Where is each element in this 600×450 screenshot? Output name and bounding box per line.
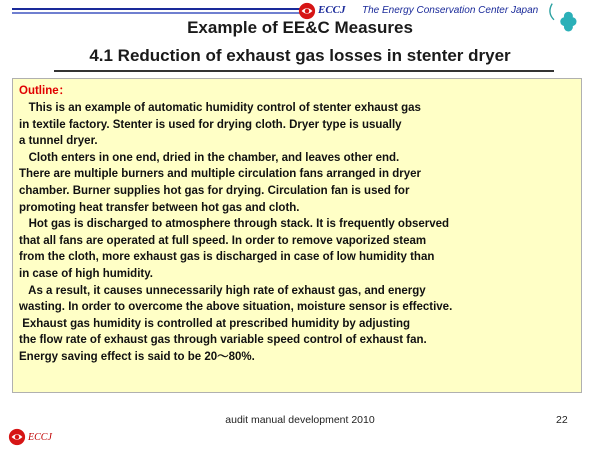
outline-line: the flow rate of exhaust gas through variable speed control of exhaust fan. bbox=[19, 334, 427, 347]
banner-line bbox=[12, 12, 312, 14]
outline-line: There are multiple burners and multiple circulation fans arranged in dryer bbox=[19, 168, 421, 181]
outline-line: Energy saving effect is said to be 20～80%. bbox=[19, 350, 255, 363]
outline-line: Cloth enters in one end, dried in the chamber, and leaves other end. bbox=[19, 151, 400, 164]
eccj-logo-icon bbox=[8, 428, 26, 446]
outline-line: promoting heat transfer between hot gas and cloth. bbox=[19, 201, 300, 214]
organization-name: The Energy Conservation Center Japan bbox=[362, 5, 539, 16]
outline-line: chamber. Burner supplies hot gas for drying. Circulation fan is used for bbox=[19, 184, 410, 197]
outline-label: Outline： bbox=[19, 85, 71, 97]
outline-line: in textile factory. Stenter is used for drying cloth. Dryer type is usually bbox=[19, 118, 402, 131]
slide-title: Example of EE&C Measures bbox=[187, 18, 413, 37]
eccj-footer-label: ECCJ bbox=[28, 432, 52, 443]
outline-line: This is an example of automatic humidity control of stenter exhaust gas bbox=[19, 102, 421, 114]
outline-line: a tunnel dryer. bbox=[19, 135, 98, 148]
outline-line: Hot gas is discharged to atmosphere through stack. It is frequently observed bbox=[19, 218, 450, 231]
banner-line bbox=[12, 8, 312, 10]
outline-line: Exhaust gas humidity is controlled at prescribed humidity by adjusting bbox=[19, 317, 411, 330]
outline-box bbox=[12, 78, 582, 393]
outline-line: from the cloth, more exhaust gas is discharged in case of low humidity than bbox=[19, 251, 435, 264]
eccj-label: ECCJ bbox=[318, 4, 346, 16]
outline-line: in case of high humidity. bbox=[19, 267, 153, 280]
outline-line: wasting. In order to overcome the above situation, moisture sensor is effective. bbox=[19, 301, 453, 314]
footer-text: audit manual development 2010 bbox=[225, 414, 375, 426]
outline-line: that all fans are operated at full speed. In order to remove vaporized steam bbox=[19, 234, 427, 247]
subtitle-underline bbox=[54, 70, 554, 72]
slide-subtitle: 4.1 Reduction of exhaust gas losses in stenter dryer bbox=[89, 46, 511, 65]
page-number: 22 bbox=[556, 414, 568, 426]
outline-line: As a result, it causes unnecessarily high rate of exhaust gas, and energy bbox=[19, 284, 426, 297]
